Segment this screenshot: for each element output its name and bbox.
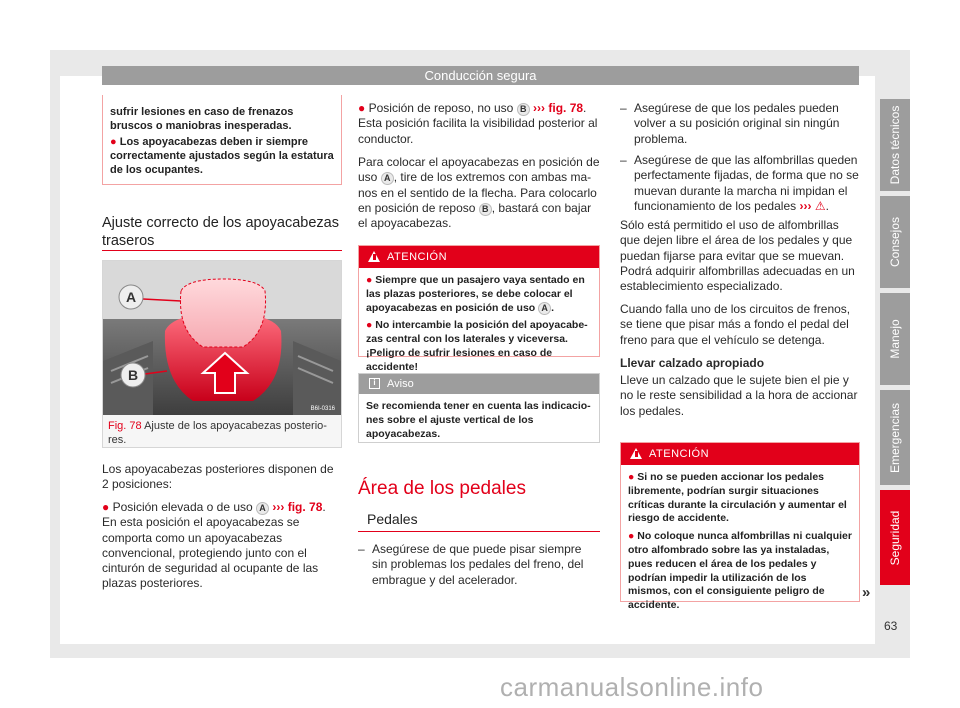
section-title-pedales: Área de los pedales — [358, 478, 526, 499]
atencion-header — [359, 246, 599, 268]
tab-label: Consejos — [888, 216, 902, 268]
section-rule — [102, 250, 342, 251]
tab-label: Seguridad — [888, 510, 902, 565]
atencion-item: ● Siempre que un pasajero vaya sentado en las plazas posteriores, se debe colocar el apoyacabezas en posición de uso A . — [366, 274, 585, 314]
bullet-text-cont: . En esta posición el apoyacabezas se comporta como un apoyacabezas convencional, protegiendo junto con el cinturón de seguridad al ocupante de las plazas posteriores. — [102, 500, 326, 591]
tab-label: Datos técnicos — [888, 105, 902, 185]
circuitos-paragraph: Cuando falla uno de los circuitos de frenos, se tiene que pisar más a fondo el pedal del freno para que el vehículo se detenga. — [620, 302, 851, 347]
figure-caption — [108, 420, 336, 447]
bullet-reposo — [358, 101, 600, 147]
ref-marker-a: A — [538, 302, 551, 315]
atencion-item — [628, 471, 852, 526]
bullet-text: Posición de reposo, no uso — [368, 101, 514, 115]
section-rule — [358, 531, 600, 532]
atencion-body — [359, 268, 599, 385]
aviso-box — [358, 373, 600, 443]
bullet-text-cont: . Esta posición facilita la visibilidad posterior al conductor. — [358, 101, 598, 146]
tab-manejo[interactable] — [880, 293, 910, 385]
tab-datos-tecnicos[interactable] — [880, 99, 910, 191]
atencion-body — [621, 465, 859, 623]
tab-emergencias[interactable] — [880, 390, 910, 485]
pedales-item-3: – Asegúrese de que las alfombrillas queden perfectamente fijadas, de forma que no se muevan durante la marcha ni impidan el funcionamiento de los pedales ››› ⚠. — [620, 153, 859, 213]
headrest-illustration — [103, 261, 341, 415]
intro-paragraph: Los apoyacabezas posteriores disponen de 2 posiciones: — [102, 462, 334, 492]
ref-marker-a: A — [381, 172, 394, 185]
warning-ref-link[interactable]: ››› — [799, 198, 812, 213]
atencion-box-1 — [358, 245, 600, 373]
aviso-title: Aviso — [387, 378, 414, 390]
alfombrillas-paragraph: Sólo está permitido el uso de alfombrillas que dejen libre el área de los pedales y que puedan fijarse para evitar que se muevan. Podrá adquirir alfombrillas adecuadas en un establecimiento especializado. — [620, 218, 855, 294]
dash-marker: – — [620, 153, 627, 167]
pedales-item-1 — [358, 542, 600, 588]
dash-marker: – — [620, 101, 627, 115]
figure-label-b: B — [127, 367, 139, 383]
pedales-item-2 — [620, 101, 860, 147]
para-text-end: , bastará con bajar el apoyacabezas. — [358, 200, 592, 231]
ref-marker-b: B — [517, 103, 530, 116]
bullet-icon: ● — [366, 274, 373, 286]
figure-caption-text: Ajuste de los apoyacabezas posteriores. — [108, 420, 327, 446]
atencion-item-text: Siempre que un pasajero vaya sentado en las plazas posteriores, se debe colocar el apoyacabezas en posición de uso — [366, 274, 585, 314]
continue-marker: » — [862, 584, 871, 601]
tab-label: Manejo — [888, 319, 902, 359]
ref-marker-a: A — [256, 502, 269, 515]
warning-bullet-text: Los apoyacabezas deben ir siempre correctamente ajustados según la estatura de los ocupantes. — [110, 136, 334, 176]
ref-marker-b: B — [479, 203, 492, 216]
tab-label: Emergencias — [888, 402, 902, 473]
atencion-header — [621, 443, 859, 465]
pedales-item-text: Asegúrese de que puede pisar siempre sin problemas los pedales del freno, del embrague y del acelerador. — [372, 542, 584, 587]
dash-marker: – — [358, 542, 365, 556]
atencion-item-text: No intercambie la posición del apoyacabezas central con los laterales y viceversa. ¡Peligro de sufrir lesiones en caso de accidente! — [366, 319, 588, 373]
bullet-icon: ● — [628, 530, 635, 543]
atencion-item — [366, 319, 592, 374]
tab-consejos[interactable] — [880, 196, 910, 288]
pedales-item-text: Asegúrese de que los pedales pueden volver a su posición original sin ningún problema. — [634, 101, 840, 146]
bullet-icon: ● — [110, 136, 117, 148]
warning-triangle-mark — [635, 451, 638, 457]
bullet-icon: ● — [102, 500, 110, 514]
warning-triangle-icon: ⚠ — [814, 198, 826, 213]
atencion-item-text: No coloque nunca alfombrillas ni cualquier otro alfombrado sobre las ya instaladas, pues reducen el área de los pedales y podrían impedir la utilización de los mismos, con el consiguiente peligro de accidente. — [628, 530, 852, 612]
warning-line: sufrir lesiones en caso de frenazos bruscos o maniobras inesperadas. — [110, 106, 294, 132]
aviso-text: Se recomienda tener en cuenta las indicaciones sobre el ajuste vertical de los apoyacabezas. — [366, 400, 591, 440]
page-header: Conducción segura — [102, 66, 859, 85]
info-icon: i — [369, 378, 380, 389]
figure-78 — [102, 260, 342, 448]
warning-continuation — [102, 95, 342, 185]
pedales-item-text: Asegúrese de que las alfombrillas queden perfectamente fijadas, de forma que no se muevan durante la marcha ni impidan el funcionamiento de los pedales — [634, 153, 859, 213]
atencion-title: ATENCIÓN — [649, 448, 710, 460]
figure-code: B6I-0316 — [310, 406, 335, 412]
bullet-elevada — [102, 500, 342, 592]
bullet-icon: ● — [366, 319, 373, 332]
atencion-item — [628, 530, 852, 613]
bullet-icon: ● — [358, 101, 366, 115]
warning-bullet-item — [110, 135, 334, 177]
atencion-title: ATENCIÓN — [387, 251, 448, 263]
figure-number: Fig. 78 — [108, 420, 142, 432]
fig-link[interactable]: ››› fig. 78 — [272, 500, 323, 514]
tab-seguridad[interactable] — [880, 490, 910, 585]
atencion-box-2 — [620, 442, 860, 612]
colocar-paragraph — [358, 155, 600, 231]
para-text: Para colocar el apoyacabezas en posición de uso — [358, 155, 600, 185]
figure-label-a: A — [125, 289, 137, 305]
atencion-item-text: Si no se pueden accionar los pedales libremente, podrían surgir situaciones críticas durante la circulación y aumentar el riesgo de accidente. — [628, 471, 847, 525]
page-number: 63 — [884, 619, 898, 633]
bullet-text: Posición elevada o de uso — [112, 500, 253, 514]
aviso-header — [359, 374, 599, 394]
para-text-mid: , tire de los extremos con ambas manos en el sentido de la flecha. Para colocarlo en posición de reposo — [358, 170, 597, 215]
section-title-apoyacabezas: Ajuste correcto de los apoyacabezas traseros — [102, 215, 339, 249]
fig-link[interactable]: ››› fig. 78 — [533, 101, 584, 115]
subsection-title-pedales: Pedales — [367, 511, 418, 527]
bullet-icon: ● — [628, 471, 635, 483]
warning-triangle-mark — [373, 254, 376, 260]
calzado-heading: Llevar calzado apropiado — [620, 356, 765, 370]
calzado-paragraph: Lleve un calzado que le sujete bien el pie y no le reste sensibilidad a la hora de accionar los pedales. — [620, 373, 858, 418]
watermark: carmanualsonline.info — [500, 672, 764, 702]
